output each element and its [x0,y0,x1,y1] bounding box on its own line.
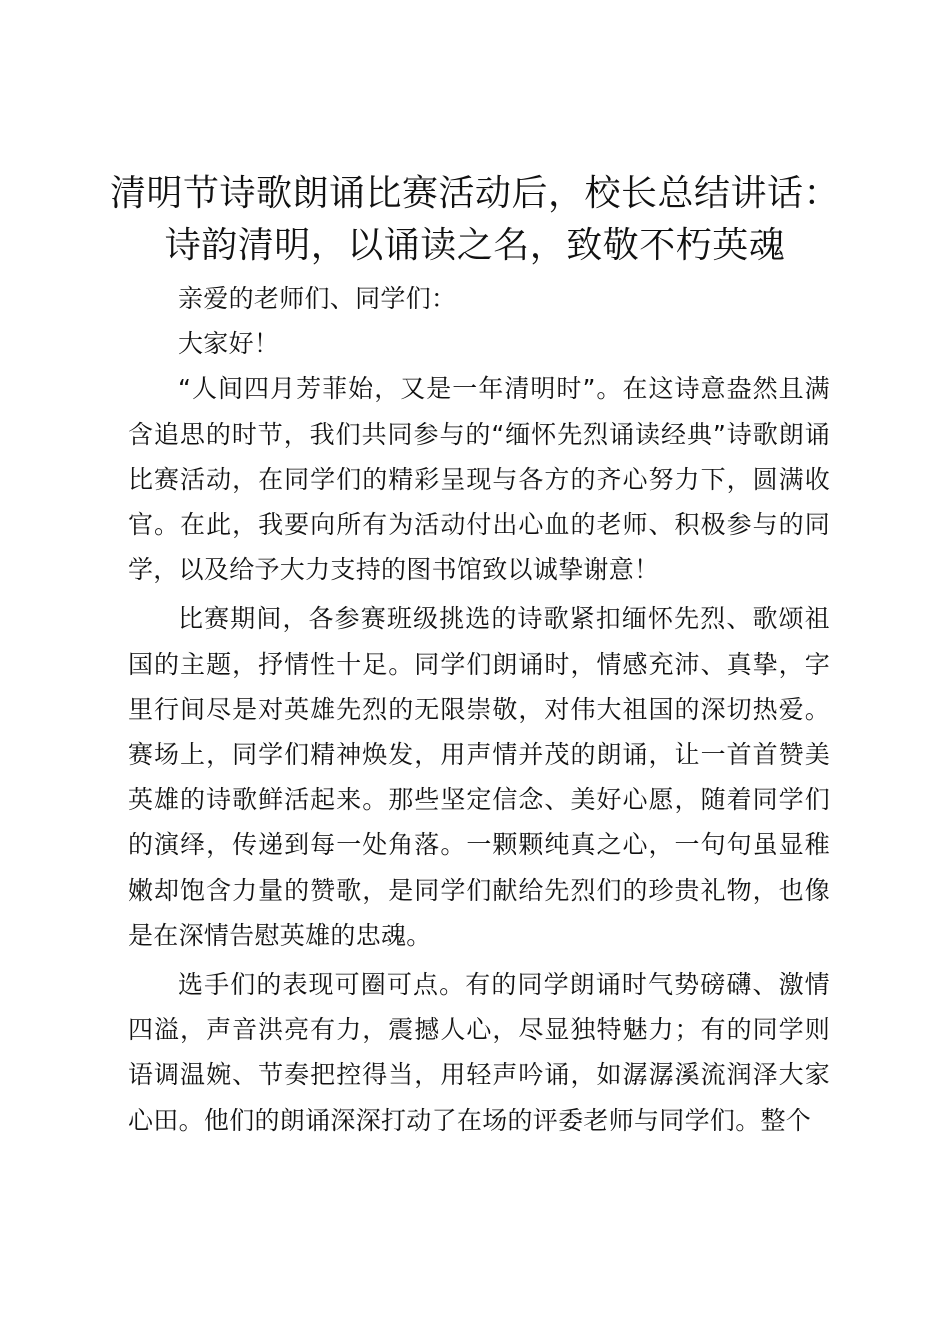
paragraph-performers: 选手们的表现可圈可点。有的同学朗诵时气势磅礴、激情四溢，声音洪亮有力，震撼人心，尽显独特魅力；有的同学则语调温婉、节奏把控得当，用轻声吟诵，如潺潺溪流润泽大家心田。他们的朗诵深深打动了在场的评委老师与同学们。整个 [128,970,830,1135]
paragraph-intro: “人间四月芳菲始，又是一年清明时”。在这诗意盎然且满含追思的时节，我们共同参与的“缅怀先烈诵读经典”诗歌朗诵比赛活动，在同学们的精彩呈现与各方的齐心努力下，圆满收官。在此，我要向所有为活动付出心血的老师、积极参与的同学，以及给予大力支持的图书馆致以诚挚谢意！ [128,374,830,585]
document-body [128,276,830,1143]
paragraph-competition: 比赛期间，各参赛班级挑选的诗歌紧扣缅怀先烈、歌颂祖国的主题，抒情性十足。同学们朗诵时，情感充沛、真挚，字里行间尽是对英雄先烈的无限崇敬，对伟大祖国的深切热爱。赛场上，同学们精神焕发，用声情并茂的朗诵，让一首首赞美英雄的诗歌鲜活起来。那些坚定信念、美好心愿，随着同学们的演绎，传递到每一处角落。一颗颗纯真之心，一句句虽显稚嫩却饱含力量的赞歌，是同学们献给先烈们的珍贵礼物，也像是在深情告慰英雄的忠魂。 [128,604,830,950]
greeting: 大家好！ [178,329,280,359]
document-title-line-1: 清明节诗歌朗诵比赛活动后，校长总结讲话： [109,173,840,214]
salutation: 亲爱的老师们、同学们： [178,284,457,313]
document-title-line-2: 诗韵清明，以诵读之名，致敬不朽英魂 [164,225,786,266]
